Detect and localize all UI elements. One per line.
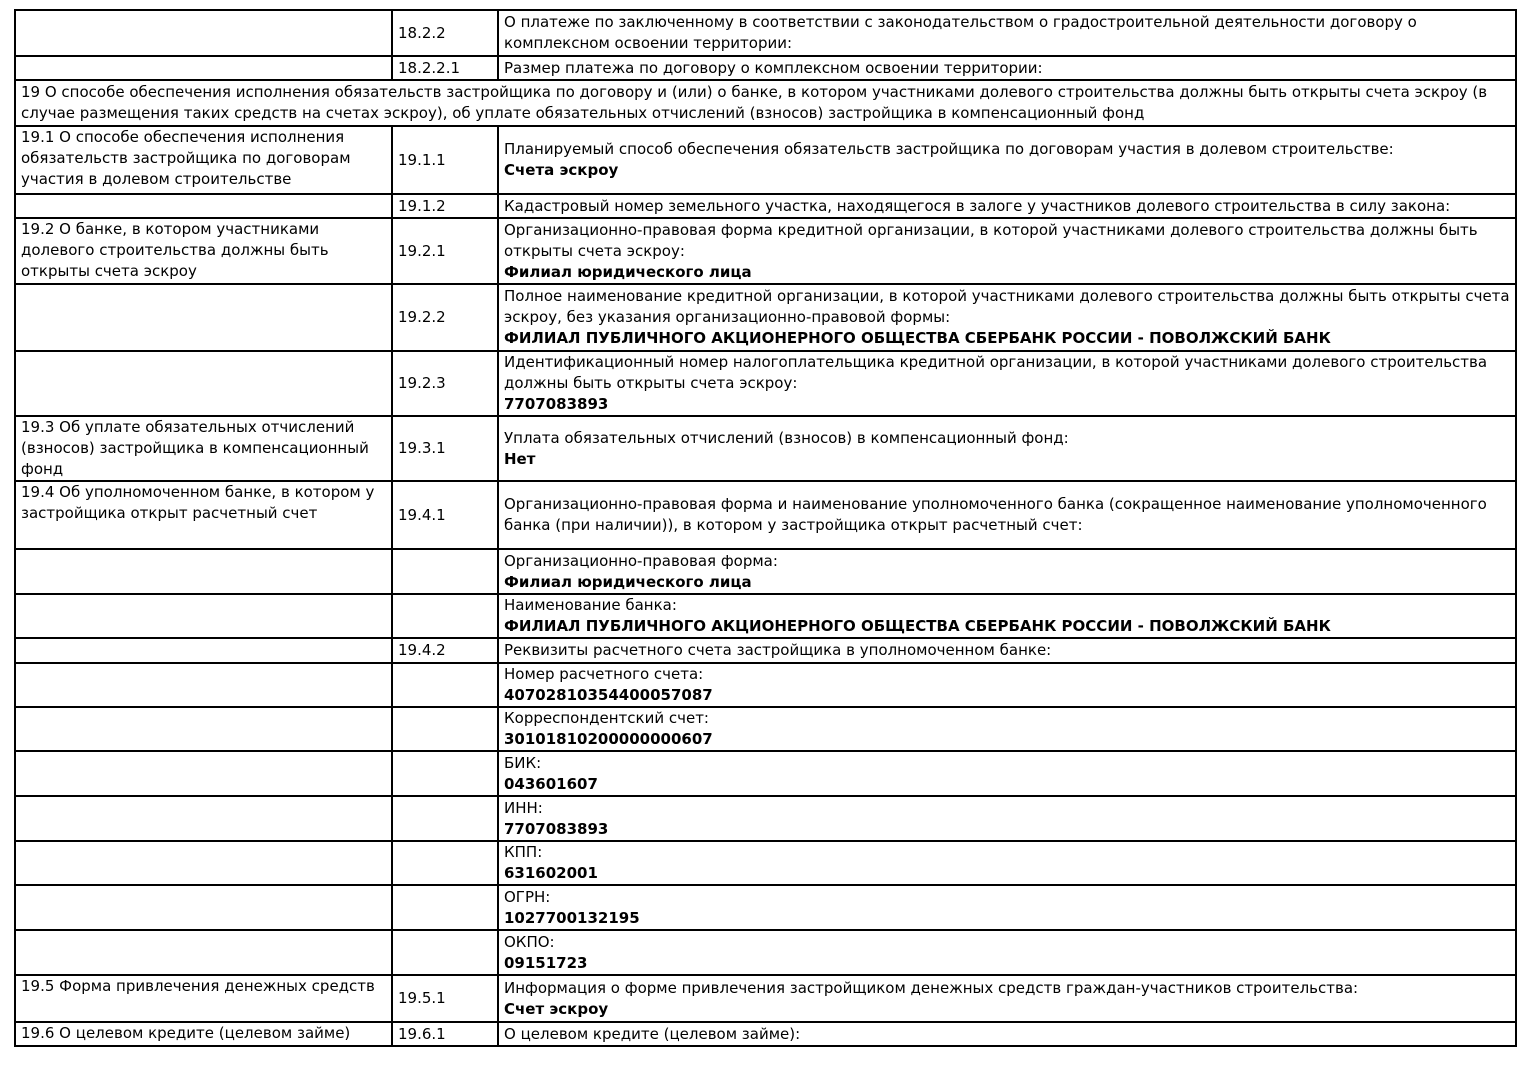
row-number-cell (392, 796, 498, 841)
table-row (15, 351, 1516, 416)
row-value: 043601607 (504, 774, 598, 793)
row-label: Организационно-правовая форма кредитной организации, в которой участниками долевого строительства должны быть открыты счета эскроу: (504, 220, 1478, 260)
table-row (15, 549, 1516, 594)
table-row (15, 707, 1516, 751)
row-value: ФИЛИАЛ ПУБЛИЧНОГО АКЦИОНЕРНОГО ОБЩЕСТВА СБЕРБАНК РОССИИ - ПОВОЛЖСКИЙ БАНК (504, 329, 1331, 347)
row-number-cell: 19.3.1 (392, 416, 498, 481)
row-value: ФИЛИАЛ ПУБЛИЧНОГО АКЦИОНЕРНОГО ОБЩЕСТВА СБЕРБАНК РОССИИ - ПОВОЛЖСКИЙ БАНК (504, 617, 1331, 635)
row-title-cell (15, 796, 392, 841)
row-content-cell (498, 284, 1516, 351)
row-value: Счета эскроу (504, 161, 619, 179)
row-number-cell: 19.2.3 (392, 351, 498, 416)
row-label: ОГРН: (504, 887, 551, 906)
row-label: Информация о форме привлечения застройщиком денежных средств граждан-участников строительства: (504, 978, 1359, 997)
row-title-cell: 19.2 О банке, в котором участниками долевого строительства должны быть открыты счета эскроу (15, 218, 392, 284)
table-row (15, 56, 1516, 80)
row-label: Наименование банка: (504, 596, 677, 614)
section-title: 19 О способе обеспечения исполнения обязательств застройщика по договору и (или) о банке, в котором участниками долевого строительства должны быть открыты счета эскроу (в случае размещения таких средств на счетах эскроу), об уплате обязательных отчислений (взносов) застройщика в компенсационный фонд (15, 80, 1516, 126)
row-title-cell (15, 885, 392, 930)
row-title-cell (15, 663, 392, 707)
row-label: О платеже по заключенному в соответствии с законодательством о градостроительной деятельности договору о комплексном освоении территории: (504, 13, 1417, 52)
table-row (15, 796, 1516, 841)
row-number-cell (392, 549, 498, 594)
table-row (15, 751, 1516, 796)
table-row (15, 481, 1516, 549)
row-title-cell (15, 707, 392, 751)
disclosure-table (14, 9, 1517, 1047)
row-title-cell (15, 638, 392, 663)
row-content-cell (498, 594, 1516, 638)
row-value: Филиал юридического лица (504, 262, 752, 281)
row-number-cell (392, 707, 498, 751)
row-content-cell (498, 796, 1516, 841)
row-number-cell: 19.1.1 (392, 126, 498, 194)
row-value: 09151723 (504, 953, 588, 972)
table-row (15, 975, 1516, 1022)
row-content-cell (498, 751, 1516, 796)
row-label: Организационно-правовая форма и наименование уполномоченного банка (сокращенное наименование уполномоченного банка (при наличии)), в котором у застройщика открыт расчетный счет: (504, 495, 1487, 534)
row-number-cell (392, 663, 498, 707)
row-title-cell: 19.1 О способе обеспечения исполнения обязательств застройщика по договорам участия в долевом строительстве (15, 126, 392, 194)
row-label: Идентификационный номер налогоплательщика кредитной организации, в которой участниками долевого строительства должны быть открыты счета эскроу: (504, 353, 1488, 392)
row-value: 7707083893 (504, 819, 609, 838)
table-row (15, 594, 1516, 638)
table-row (15, 841, 1516, 885)
row-label: Уплата обязательных отчислений (взносов) в компенсационный фонд: (504, 428, 1069, 447)
row-label: Реквизиты расчетного счета застройщика в уполномоченном банке: (504, 641, 1052, 659)
row-number-cell (392, 841, 498, 885)
row-title-cell (15, 10, 392, 56)
row-content-cell (498, 549, 1516, 594)
row-title-cell (15, 841, 392, 885)
row-content-cell (498, 126, 1516, 194)
row-content-cell (498, 194, 1516, 218)
row-label: Номер расчетного счета: (504, 665, 704, 683)
row-number-cell: 19.6.1 (392, 1022, 498, 1046)
row-content-cell (498, 10, 1516, 56)
row-number-cell (392, 930, 498, 975)
row-content-cell (498, 707, 1516, 751)
row-title-cell (15, 594, 392, 638)
row-label: Организационно-правовая форма: (504, 551, 778, 570)
row-content-cell (498, 56, 1516, 80)
row-title-cell (15, 194, 392, 218)
row-content-cell (498, 638, 1516, 663)
table-row (15, 638, 1516, 663)
row-label: Кадастровый номер земельного участка, находящегося в залоге у участников долевого строительства в силу закона: (504, 196, 1451, 215)
row-number-cell: 19.2.1 (392, 218, 498, 284)
row-label: БИК: (504, 753, 542, 772)
row-title-cell: 19.3 Об уплате обязательных отчислений (взносов) застройщика в компенсационный фонд (15, 416, 392, 481)
row-content-cell (498, 885, 1516, 930)
row-content-cell (498, 930, 1516, 975)
row-number-cell: 19.2.2 (392, 284, 498, 351)
row-content-cell (498, 416, 1516, 481)
row-title-cell: 19.5 Форма привлечения денежных средств (15, 975, 392, 1022)
table-row (15, 126, 1516, 194)
row-title-cell (15, 930, 392, 975)
row-label: ОКПО: (504, 932, 555, 951)
row-content-cell (498, 481, 1516, 549)
row-number-cell: 19.4.2 (392, 638, 498, 663)
row-value: 7707083893 (504, 395, 609, 413)
table-row (15, 416, 1516, 481)
table-row (15, 10, 1516, 56)
row-content-cell (498, 841, 1516, 885)
row-value: 40702810354400057087 (504, 686, 713, 704)
row-content-cell (498, 218, 1516, 284)
table-row (15, 885, 1516, 930)
row-content-cell (498, 351, 1516, 416)
row-number-cell: 19.1.2 (392, 194, 498, 218)
row-title-cell (15, 751, 392, 796)
row-number-cell: 18.2.2 (392, 10, 498, 56)
row-content-cell (498, 663, 1516, 707)
row-label: Планируемый способ обеспечения обязательств застройщика по договорам участия в долевом строительстве: (504, 140, 1394, 158)
row-title-cell (15, 56, 392, 80)
row-number-cell (392, 594, 498, 638)
row-label: Размер платежа по договору о комплексном освоении территории: (504, 58, 1043, 77)
row-content-cell (498, 975, 1516, 1022)
row-title-cell (15, 549, 392, 594)
table-row (15, 194, 1516, 218)
table-row (15, 663, 1516, 707)
row-number-cell: 18.2.2.1 (392, 56, 498, 80)
table-row (15, 1022, 1516, 1046)
row-title-cell: 19.6 О целевом кредите (целевом займе) (15, 1022, 392, 1046)
row-content-cell (498, 1022, 1516, 1046)
row-label: КПП: (504, 843, 543, 861)
row-title-cell (15, 351, 392, 416)
row-number-cell (392, 885, 498, 930)
row-number-cell (392, 751, 498, 796)
row-value: 1027700132195 (504, 908, 640, 927)
row-label: Корреспондентский счет: (504, 709, 709, 727)
row-label: О целевом кредите (целевом займе): (504, 1024, 801, 1043)
section-header-row (15, 80, 1516, 126)
row-value: Филиал юридического лица (504, 572, 752, 591)
row-value: 30101810200000000607 (504, 730, 713, 748)
row-number-cell: 19.5.1 (392, 975, 498, 1022)
table-row (15, 284, 1516, 351)
row-value: Нет (504, 449, 536, 468)
row-value: Счет эскроу (504, 999, 609, 1018)
table-row (15, 218, 1516, 284)
row-value: 631602001 (504, 864, 598, 882)
row-title-cell: 19.4 Об уполномоченном банке, в котором у застройщика открыт расчетный счет (15, 481, 392, 549)
table-row (15, 930, 1516, 975)
row-title-cell (15, 284, 392, 351)
row-number-cell: 19.4.1 (392, 481, 498, 549)
row-label: ИНН: (504, 798, 543, 817)
row-label: Полное наименование кредитной организации, в которой участниками долевого строительства должны быть открыты счета эскроу, без указания организационно-правовой формы: (504, 287, 1510, 326)
